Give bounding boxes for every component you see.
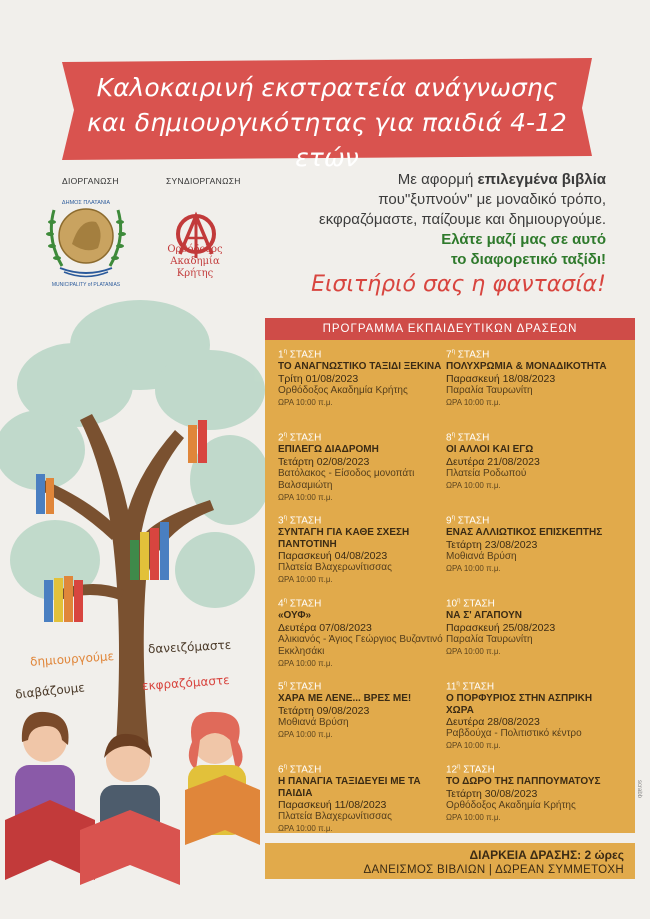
stop-number [278, 512, 454, 527]
stop-place: Πλατεία Βλαχερωνίτισσας [278, 562, 392, 574]
stop-word: ΣΤΑΣΗ [289, 432, 322, 444]
info-text: ΔΑΝΕΙΣΜΟΣ ΒΙΒΛΙΩΝ | ΔΩΡΕΑΝ ΣΥΜΜΕΤΟΧΗ [363, 864, 624, 876]
svg-text:MUNICIPALITY of PLATANIAS: MUNICIPALITY of PLATANIAS [51, 282, 121, 288]
stop-number-suffix: η [283, 764, 287, 770]
stop-number [446, 346, 622, 361]
stop-time: ΩΡΑ 10:00 π.μ. [278, 729, 333, 739]
program-stop [446, 512, 622, 595]
stop-title: ΕΠΙΛΕΓΩ ΔΙΑΔΡΟΜΗ [278, 444, 379, 456]
stop-date: Παρασκευή 18/08/2023 [446, 372, 556, 385]
stop-number [446, 429, 622, 444]
organizer-label: ΔΙΟΡΓΑΝΩΣΗ [62, 176, 119, 186]
stop-word: ΣΤΑΣΗ [463, 764, 495, 776]
stop-date: Παρασκευή 04/08/2023 [278, 550, 388, 563]
stop-place: Μοθιανά Βρύση [278, 716, 349, 728]
stop-number [278, 678, 457, 693]
stop-word: ΣΤΑΣΗ [289, 598, 322, 610]
word-borrow: δανειζόμαστε [147, 637, 232, 657]
stop-number-suffix: η [457, 598, 461, 604]
stop-time: ΩΡΑ 10:00 π.μ. [446, 480, 501, 490]
academy-name-line-1: Ορθόδοξος [167, 244, 223, 255]
stop-place: Παραλία Ταυρωνίτη [446, 384, 533, 396]
stop-number-value: 8 [446, 432, 452, 444]
stop-date: Τρίτη 01/08/2023 [278, 372, 359, 385]
stop-number-value: 11 [446, 681, 457, 693]
stop-word: ΣΤΑΣΗ [463, 598, 495, 610]
stop-number [446, 512, 622, 527]
stop-time: ΩΡΑ 10:00 π.μ. [446, 563, 501, 573]
program-stop [446, 678, 622, 761]
stop-number-value: 1 [278, 349, 284, 361]
stop-time: ΩΡΑ 10:00 π.μ. [446, 646, 501, 656]
stop-title: Ο ΠΟΡΦΥΡΙΟΣ ΣΤΗΝ ΑΣΠΡΙΚΗ ΧΩΡΑ [446, 693, 593, 716]
stop-number-value: 9 [446, 515, 452, 527]
stop-time: ΩΡΑ 10:00 π.μ. [278, 492, 333, 502]
program-stop [278, 429, 454, 512]
stop-number-suffix: η [283, 432, 287, 438]
intro-line-5: το διαφορετικό ταξίδι! [450, 251, 606, 268]
program-stop [278, 512, 454, 595]
stop-place: Αλικιανός - Άγιος Γεώργιος Βυζαντινό Εκκλησάκι [278, 633, 443, 657]
stop-time: ΩΡΑ 10:00 π.μ. [278, 397, 333, 407]
stop-word: ΣΤΑΣΗ [289, 349, 322, 361]
stop-number [446, 761, 622, 776]
title-banner [62, 58, 592, 172]
stop-time: ΩΡΑ 10:00 π.μ. [278, 824, 333, 834]
stop-place: Βατόλακος - Είσοδος μονοπάτι Βαλσαμιώτη [278, 467, 415, 491]
stop-number-suffix: η [451, 515, 455, 521]
stop-date: Τετάρτη 23/08/2023 [446, 538, 538, 551]
stop-title: ΟΙ ΑΛΛΟΙ ΚΑΙ ΕΓΩ [446, 444, 534, 456]
stop-number-value: 5 [278, 681, 284, 693]
stop-date: Τετάρτη 02/08/2023 [278, 455, 370, 468]
word-read: διαβάζουμε [14, 680, 86, 702]
stop-time: ΩΡΑ 10:00 π.μ. [446, 741, 501, 751]
word-create: δημιουργούμε [29, 649, 115, 669]
banner-line-1: Καλοκαιρινή εκστρατεία ανάγνωσης [96, 73, 558, 102]
stop-number-suffix: η [283, 515, 287, 521]
tagline: Εισιτήριό σας η φαντασία! [311, 272, 606, 297]
stop-number-suffix: η [457, 764, 461, 770]
stop-date: Τετάρτη 09/08/2023 [278, 704, 370, 717]
coorganizer-label: ΣΥΝΔΙΟΡΓΑΝΩΣΗ [166, 176, 241, 186]
stop-number-value: 3 [278, 515, 284, 527]
intro-line-1a: Με αφορμή [397, 171, 478, 188]
stop-title: ΤΟ ΔΩΡΟ ΤΗΣ ΠΑΠΠΟΥΜΑΤΟΥΣ [446, 776, 601, 788]
stop-place: Παραλία Ταυρωνίτη [446, 633, 533, 645]
designer-credit: scrabb [636, 780, 642, 799]
stop-word: ΣΤΑΣΗ [457, 349, 490, 361]
municipality-platanias-logo-icon [40, 188, 132, 288]
stop-title: ΧΑΡΑ ΜΕ ΛΕΝΕ... ΒΡΕΣ ΜΕ! [278, 693, 412, 705]
stop-date: Τετάρτη 30/08/2023 [446, 787, 538, 800]
stop-number-suffix: η [283, 681, 287, 687]
stop-date: Δευτέρα 28/08/2023 [446, 716, 540, 729]
program-stop [446, 595, 622, 678]
reading-tree-children-illustration-icon [0, 290, 270, 919]
stop-title: «ΟΥΦ» [278, 610, 312, 622]
program-stop [446, 761, 622, 844]
program-stop [278, 346, 454, 429]
stop-time: ΩΡΑ 10:00 π.μ. [446, 397, 501, 407]
stop-word: ΣΤΑΣΗ [289, 681, 322, 693]
stop-word: ΣΤΑΣΗ [289, 515, 322, 527]
stop-number-value: 10 [446, 598, 458, 610]
stop-title: Η ΠΑΝΑΓΙΑ ΤΑΞΙΔΕΥΕΙ ΜΕ ΤΑ ΠΑΙΔΙΑ [278, 776, 421, 799]
stop-number-suffix: η [451, 349, 455, 355]
stop-number [278, 429, 454, 444]
stop-time: ΩΡΑ 10:00 π.μ. [446, 812, 501, 822]
stop-title: ΕΝΑΣ ΑΛΛΙΩΤΙΚΟΣ ΕΠΙΣΚΕΠΤΗΣ [446, 527, 603, 539]
stop-number-value: 2 [278, 432, 284, 444]
intro-line-3: εκφραζόμαστε, παίζουμε και δημιουργούμε. [319, 211, 606, 228]
intro-line-1b: επιλεγμένα βιβλία [477, 171, 606, 188]
stop-time: ΩΡΑ 10:00 π.μ. [278, 575, 333, 585]
stop-word: ΣΤΑΣΗ [289, 764, 322, 776]
banner-line-2: και δημιουργικότητας για παιδιά 4-12 ετών [87, 108, 567, 172]
stop-title: ΠΟΛΥΧΡΩΜΙΑ & ΜΟΝΑΔΙΚΟΤΗΤΑ [446, 361, 607, 373]
stop-date: Δευτέρα 07/08/2023 [278, 621, 372, 634]
stop-title: ΣΥΝΤΑΓΗ ΓΙΑ ΚΑΘΕ ΣΧΕΣΗ ΠΑΝΤΟΤΙΝΗ [278, 527, 410, 550]
stop-number [446, 678, 622, 693]
stop-place: Ραβδούχα - Πολιτιστικό κέντρο [446, 728, 582, 740]
program-column-left [278, 346, 457, 844]
program-stop [278, 761, 454, 844]
intro-line-4: Ελάτε μαζί μας σε αυτό [441, 231, 606, 248]
stop-word: ΣΤΑΣΗ [462, 681, 495, 693]
stop-title: ΝΑ Σ' ΑΓΑΠΟΥΝ [446, 610, 522, 622]
stop-word: ΣΤΑΣΗ [457, 432, 490, 444]
program-stop [446, 429, 622, 512]
stop-place: Μοθιανά Βρύση [446, 550, 517, 562]
stop-number-value: 4 [278, 598, 284, 610]
stop-number-suffix: η [283, 349, 287, 355]
stop-date: Παρασκευή 11/08/2023 [278, 799, 387, 812]
program-stop [278, 678, 457, 761]
intro-line-2: που"ξυπνούν" με μοναδικό τρόπο, [378, 191, 606, 208]
stop-number-suffix: η [456, 681, 460, 687]
word-express: εκφραζόμαστε [141, 672, 231, 694]
intro-text [236, 170, 606, 270]
svg-text:ΔΗΜΟΣ ΠΛΑΤΑΝΙΑ: ΔΗΜΟΣ ΠΛΑΤΑΝΙΑ [61, 200, 111, 206]
stop-date: Δευτέρα 21/08/2023 [446, 455, 540, 468]
stop-number-suffix: η [283, 598, 287, 604]
stop-number-suffix: η [451, 432, 455, 438]
stop-place: Πλατεία Ροδωπού [446, 467, 527, 479]
duration-text: ΔΙΑΡΚΕΙΑ ΔΡΑΣΗΣ: 2 ώρες [469, 848, 624, 862]
academy-name [150, 244, 240, 280]
program-stop [446, 346, 622, 429]
stop-place: Ορθόδοξος Ακαδημία Κρήτης [446, 799, 576, 811]
stop-place: Πλατεία Βλαχερωνίτισσας [278, 811, 392, 823]
stop-place: Ορθόδοξος Ακαδημία Κρήτης [278, 384, 408, 396]
stop-number-value: 12 [446, 764, 458, 776]
stop-number [278, 346, 454, 361]
stop-number-value: 6 [278, 764, 284, 776]
stop-title: ΤΟ ΑΝΑΓΝΩΣΤΙΚΟ ΤΑΞΙΔΙ ΞΕΚΙΝΑ [278, 361, 442, 373]
stop-number [278, 595, 454, 610]
program-title: ΠΡΟΓΡΑΜΜΑ ΕΚΠΑΙΔΕΥΤΙΚΩΝ ΔΡΑΣΕΩΝ [265, 318, 635, 340]
stop-word: ΣΤΑΣΗ [457, 515, 490, 527]
stop-number-value: 7 [446, 349, 452, 361]
program-stop [278, 595, 454, 678]
stop-date: Παρασκευή 25/08/2023 [446, 621, 556, 634]
stop-number [446, 595, 622, 610]
program-column-right [446, 346, 622, 844]
academy-name-line-2: Ακαδημία [170, 256, 220, 267]
stop-number [278, 761, 454, 776]
academy-name-line-3: Κρήτης [176, 268, 214, 279]
stop-time: ΩΡΑ 10:00 π.μ. [278, 658, 333, 668]
